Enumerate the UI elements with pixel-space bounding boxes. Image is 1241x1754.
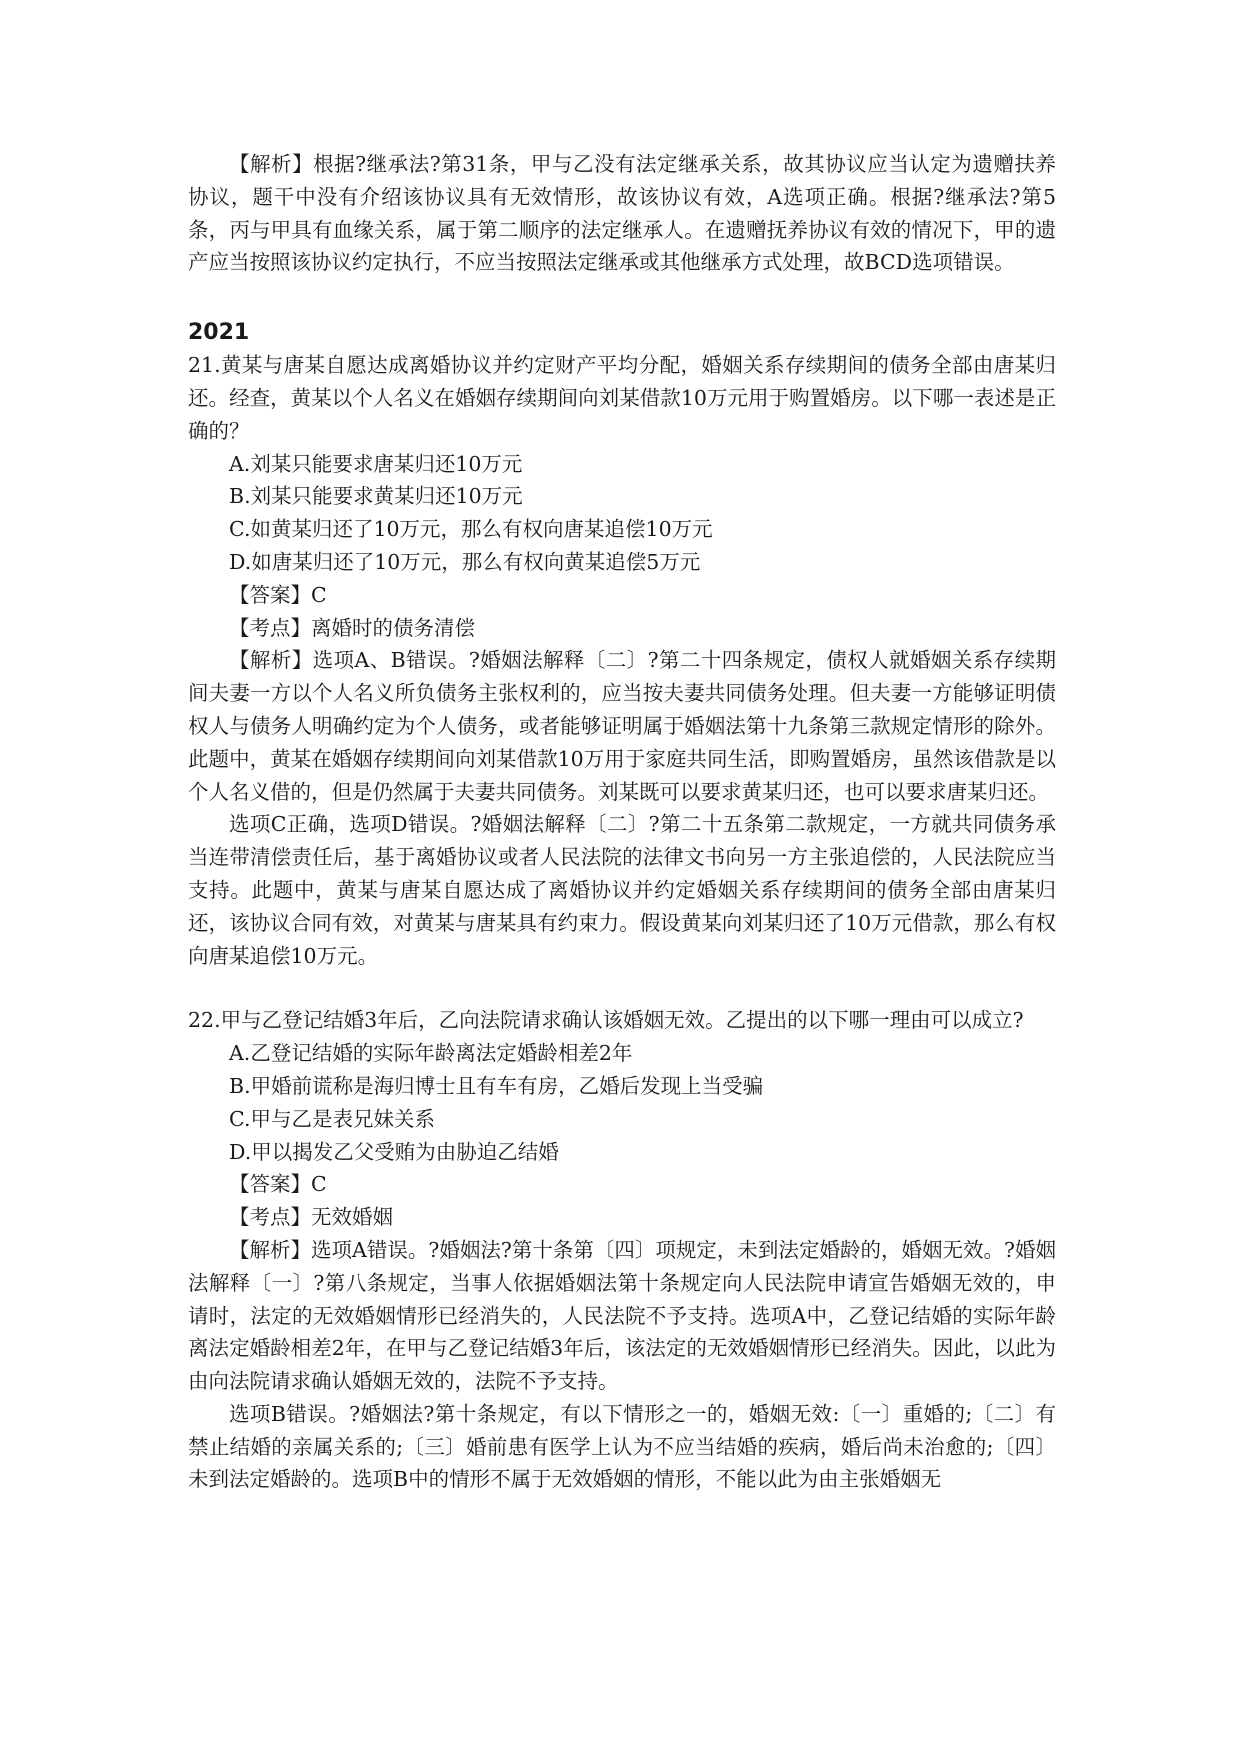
answer: 【答案】C (229, 582, 327, 607)
intro-analysis: 【解析】根据?继承法?第31条，甲与乙没有法定继承关系，故其协议应当认定为遗赠扶养协议，题干中没有介绍该协议具有无效情形，故该协议有效，A选项正确。根据?继承法?第5条，丙与甲具有血缘关系，属于第二顺序的法定继承人。在遗赠抚养协议有效的情况下，甲的遗产应当按照该协议约定执行，不应当按照法定继承或其他继承方式处理，故BCD选项错误。 (188, 152, 1056, 275)
spacer (188, 279, 1056, 317)
spacer (188, 972, 1056, 1004)
option-a: A.刘某只能要求唐某归还10万元 (229, 451, 523, 476)
option-a: A.乙登记结婚的实际年龄离法定婚龄相差2年 (229, 1041, 633, 1066)
answer: 【答案】C (229, 1172, 327, 1197)
question-22 (188, 1004, 1056, 1496)
year-heading: 2021 (188, 320, 250, 346)
option-c: C.如黄某归还了10万元，那么有权向唐某追偿10万元 (229, 517, 713, 542)
option-b: B.刘某只能要求黄某归还10万元 (229, 484, 523, 509)
option-d: D.如唐某归还了10万元，那么有权向黄某追偿5万元 (229, 549, 701, 574)
analysis-paragraph: 选项B错误。?婚姻法?第十条规定，有以下情形之一的，婚姻无效:〔一〕重婚的;〔二〕有禁止结婚的亲属关系的;〔三〕婚前患有医学上认为不应当结婚的疾病，婚后尚未治愈的;〔四〕未到法定婚龄的。选项B中的情形不属于无效婚姻的情形，不能以此为由主张婚姻无 (188, 1401, 1056, 1492)
option-c: C.甲与乙是表兄妹关系 (229, 1106, 435, 1131)
question-stem: 21.黄某与唐某自愿达成离婚协议并约定财产平均分配，婚姻关系存续期间的债务全部由唐某归还。经查，黄某以个人名义在婚姻存续期间向刘某借款10万元用于购置婚房。以下哪一表述是正确的？ (188, 353, 1056, 443)
option-d: D.甲以揭发乙父受贿为由胁迫乙结婚 (229, 1139, 559, 1164)
analysis-paragraph: 【解析】选项A、B错误。?婚姻法解释〔二〕?第二十四条规定，债权人就婚姻关系存续期间夫妻一方以个人名义所负债务主张权利的，应当按夫妻共同债务处理。但夫妻一方能够证明债权人与债务人明确约定为个人债务，或者能够证明属于婚姻法第十九条第三款规定情形的除外。此题中，黄某在婚姻存续期间向刘某借款10万用于家庭共同生活，即购置婚房，虽然该借款是以个人名义借的，但是仍然属于夫妻共同债务。刘某既可以要求黄某归还，也可以要求唐某归还。 (188, 648, 1056, 804)
document-page (188, 148, 1056, 1496)
question-21 (188, 349, 1056, 972)
analysis-paragraph: 【解析】选项A错误。?婚姻法?第十条第〔四〕项规定，未到法定婚龄的，婚姻无效。?婚姻法解释〔一〕?第八条规定，当事人依据婚姻法第十条规定向人民法院申请宣告婚姻无效的，申请时，法定的无效婚姻情形已经消失的，人民法院不予支持。选项A中，乙登记结婚的实际年龄离法定婚龄相差2年，在甲与乙登记结婚3年后，该法定的无效婚姻情形已经消失。因此，以此为由向法院请求确认婚姻无效的，法院不予支持。 (188, 1237, 1056, 1394)
analysis-paragraph: 选项C正确，选项D错误。?婚姻法解释〔二〕?第二十五条第二款规定，一方就共同债务承当连带清偿责任后，基于离婚协议或者人民法院的法律文书向另一方主张追偿的，人民法院应当支持。此题中，黄某与唐某自愿达成了离婚协议并约定婚姻关系存续期间的债务全部由唐某归还，该协议合同有效，对黄某与唐某具有约束力。假设黄某向刘某归还了10万元借款，那么有权向唐某追偿10万元。 (188, 812, 1056, 968)
question-stem: 22.甲与乙登记结婚3年后，乙向法院请求确认该婚姻无效。乙提出的以下哪一理由可以成立? (188, 1008, 1024, 1033)
option-b: B.甲婚前谎称是海归博士且有车有房，乙婚后发现上当受骗 (229, 1073, 764, 1098)
key-point: 【考点】无效婚姻 (229, 1205, 393, 1230)
key-point: 【考点】离婚时的债务清偿 (229, 615, 475, 640)
